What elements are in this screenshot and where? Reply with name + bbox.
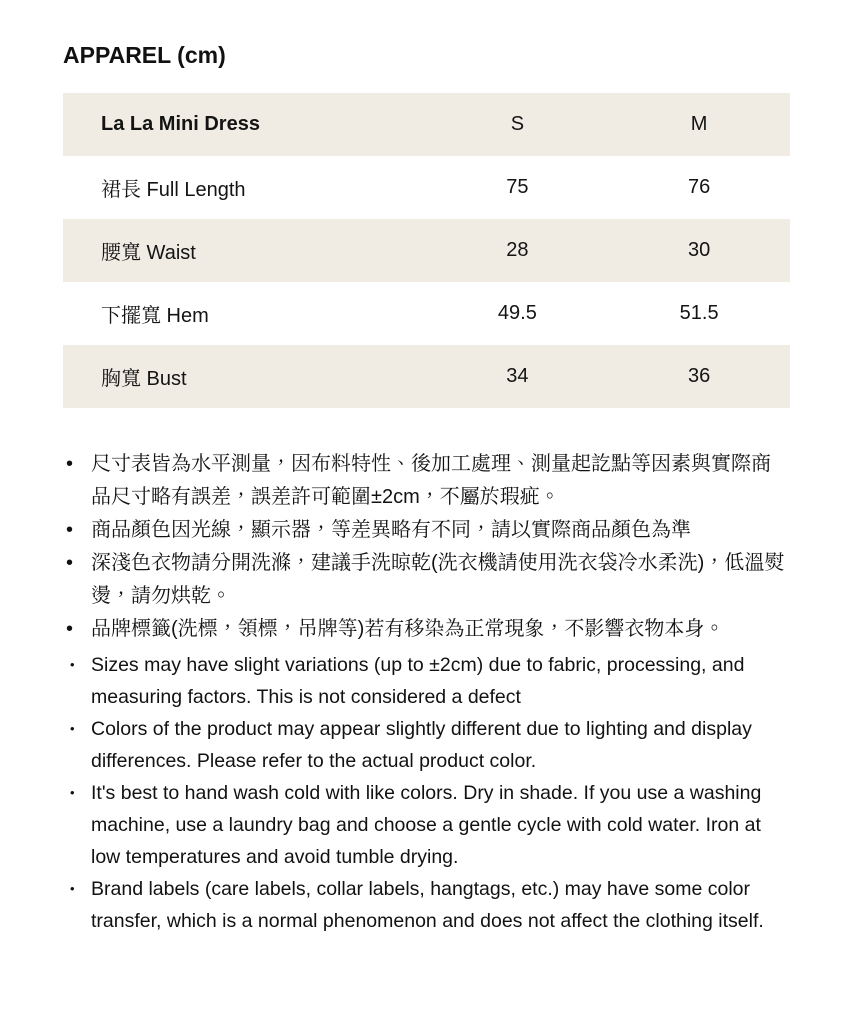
value-s: 34	[506, 365, 529, 387]
notes-list-zh	[63, 448, 790, 646]
product-name: La La Mini Dress	[101, 113, 260, 135]
size-column-s: S	[510, 113, 525, 135]
value-s: 49.5	[497, 302, 537, 324]
page-title: APPAREL (cm)	[63, 42, 226, 68]
note-en-brand-labels: • Brand labels (care labels, collar labels, hangtags, etc.) may have some color transfer, which is a normal phenomenon and does not affect the clothing itself.	[63, 873, 790, 937]
size-table	[63, 93, 790, 408]
measurement-label: 下擺寬 Hem	[101, 305, 209, 327]
table-row-hem	[63, 282, 790, 345]
note-zh-brand-labels: • 品牌標籤(洗標，領標，吊牌等)若有移染為正常現象，不影響衣物本身。	[63, 613, 790, 646]
note-en-color-difference: • Colors of the product may appear slightly different due to lighting and display differences. Please refer to the actual product color.	[63, 713, 790, 777]
table-header-row	[63, 93, 790, 156]
value-m: 51.5	[679, 302, 719, 324]
note-zh-measurement-tolerance: • 尺寸表皆為水平測量，因布料特性、後加工處理、測量起訖點等因素與實際商品尺寸略有誤差，誤差許可範圍±2cm，不屬於瑕疵。	[63, 448, 790, 514]
value-m: 36	[688, 365, 711, 387]
note-zh-color-difference: • 商品顏色因光線，顯示器，等差異略有不同，請以實際商品顏色為準	[63, 514, 790, 547]
measurement-label: 裙長 Full Length	[101, 179, 246, 201]
note-en-washing-instructions: • It's best to hand wash cold with like colors. Dry in shade. If you use a washing machine, use a laundry bag and choose a gentle cycle with cold water. Iron at low temperatures and avoid tumble drying.	[63, 777, 790, 873]
table-row-bust	[63, 345, 790, 408]
notes-list-en	[63, 649, 790, 937]
table-row-waist	[63, 219, 790, 282]
size-column-m: M	[690, 113, 708, 135]
table-row-full-length	[63, 156, 790, 219]
note-zh-washing-instructions: • 深淺色衣物請分開洗滌，建議手洗晾乾(洗衣機請使用洗衣袋冷水柔洗)，低溫熨燙，請勿烘乾。	[63, 547, 790, 613]
measurement-label: 腰寬 Waist	[101, 242, 196, 264]
value-s: 75	[506, 176, 529, 198]
measurement-label: 胸寬 Bust	[101, 368, 187, 390]
value-s: 28	[506, 239, 529, 261]
value-m: 76	[688, 176, 711, 198]
note-en-measurement-tolerance: • Sizes may have slight variations (up to ±2cm) due to fabric, processing, and measuring factors. This is not considered a defect	[63, 649, 790, 713]
value-m: 30	[688, 239, 711, 261]
